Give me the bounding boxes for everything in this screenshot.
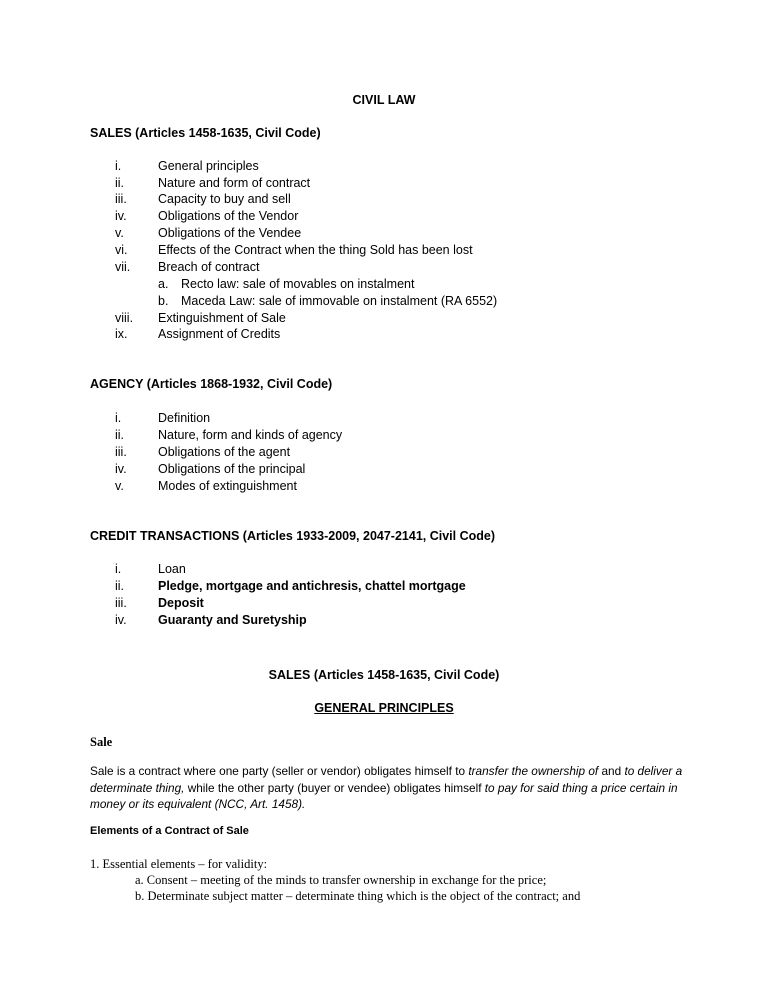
item-text: Modes of extinguishment — [158, 479, 297, 493]
sale-emphasis: to pay for said thing a price certain in money or its equivalent (NCC, Art. 1458). — [90, 780, 678, 811]
item-text: Capacity to buy and sell — [158, 192, 291, 206]
sub-item-text: Recto law: sale of movables on instalment — [181, 277, 415, 291]
item-text: Breach of contract — [158, 260, 260, 274]
item-text: Assignment of Credits — [158, 327, 281, 341]
essential-elements-line: 1. Essential elements – for validity: — [90, 857, 268, 871]
item-text: Deposit — [158, 596, 204, 610]
item-text: Obligations of the Vendee — [158, 226, 302, 240]
doc-title: CIVIL LAW — [352, 93, 416, 107]
item-number: i. — [115, 562, 122, 576]
sub-item-text: Maceda Law: sale of immovable on instalment (RA 6552) — [181, 294, 498, 308]
item-number: i. — [115, 411, 122, 425]
item-number: iii. — [115, 192, 127, 206]
item-number: v. — [115, 226, 124, 240]
item-number: viii. — [115, 311, 134, 325]
sale-emphasis: to deliver a determinate thing, — [90, 764, 683, 795]
item-text: Obligations of the principal — [158, 462, 306, 476]
item-text: General principles — [158, 159, 259, 173]
item-number: iii. — [115, 445, 127, 459]
item-text: Definition — [158, 411, 211, 425]
sales-heading: SALES (Articles 1458-1635, Civil Code) — [90, 126, 321, 140]
item-number: ii. — [115, 579, 125, 593]
item-number: i. — [115, 159, 122, 173]
sub-item-letter: a. — [158, 277, 169, 291]
item-number: ii. — [115, 176, 125, 190]
item-number: vi. — [115, 243, 128, 257]
item-number: iii. — [115, 596, 127, 610]
item-text: Obligations of the agent — [158, 445, 291, 459]
item-number: iv. — [115, 613, 127, 627]
essential-element-b: b. Determinate subject matter – determinate thing which is the object of the contract; and — [135, 889, 581, 903]
item-text: Effects of the Contract when the thing Sold has been lost — [158, 243, 473, 257]
item-number: v. — [115, 479, 124, 493]
agency-heading: AGENCY (Articles 1868-1932, Civil Code) — [90, 377, 333, 391]
item-text: Extinguishment of Sale — [158, 311, 286, 325]
general-principles-heading: GENERAL PRINCIPLES — [314, 701, 454, 715]
sub-item-letter: b. — [158, 294, 169, 308]
item-text: Nature, form and kinds of agency — [158, 428, 343, 442]
sale-text: and — [598, 764, 625, 778]
item-text: Nature and form of contract — [158, 176, 311, 190]
item-number: iv. — [115, 462, 127, 476]
item-number: ix. — [115, 327, 128, 341]
sale-definition-paragraph — [90, 763, 690, 813]
sale-heading: Sale — [90, 735, 113, 749]
item-text: Guaranty and Suretyship — [158, 613, 307, 627]
credit-heading: CREDIT TRANSACTIONS (Articles 1933-2009, 2047-2141, Civil Code) — [90, 529, 495, 543]
item-text: Obligations of the Vendor — [158, 209, 299, 223]
sale-text: Sale is a contract where one party (seller or vendor) obligates himself to — [90, 764, 469, 778]
item-number: vii. — [115, 260, 131, 274]
item-text: Loan — [158, 562, 186, 576]
essential-element-a: a. Consent – meeting of the minds to transfer ownership in exchange for the price; — [135, 873, 547, 887]
sale-text: while the other party (buyer or vendee) obligates himself — [184, 780, 485, 795]
section-heading: SALES (Articles 1458-1635, Civil Code) — [268, 668, 500, 682]
sale-emphasis: transfer the ownership of — [468, 764, 599, 778]
item-number: ii. — [115, 428, 125, 442]
elements-heading: Elements of a Contract of Sale — [90, 825, 249, 837]
item-number: iv. — [115, 209, 127, 223]
item-text: Pledge, mortgage and antichresis, chattel mortgage — [158, 579, 466, 593]
